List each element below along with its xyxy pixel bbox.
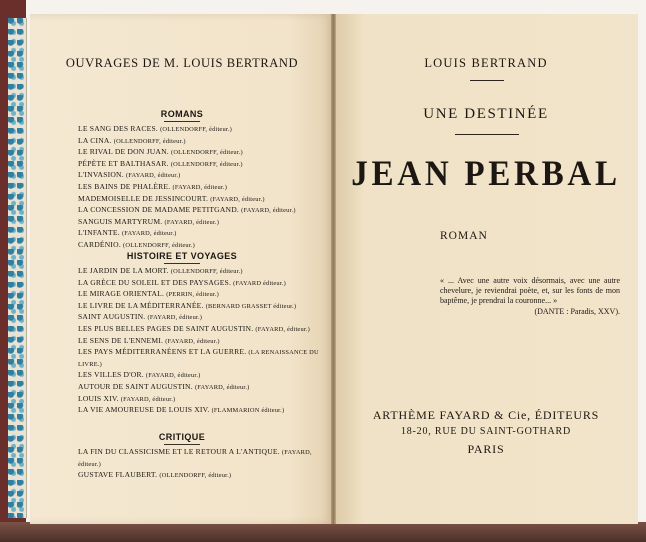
entry-title: PÉPÈTE ET BALTHASAR. <box>78 158 169 168</box>
entry-title: LES PLUS BELLES PAGES DE SAINT AUGUSTIN. <box>78 323 254 333</box>
list-item <box>78 240 324 252</box>
entry-title: LES BAINS DE PHALÈRE. <box>78 181 171 191</box>
epigraph-text: « ... Avec une autre voix désormais, avec une autre chevelure, je reviendrai poète, et, sur les fonts de mon baptême, je prendrai la couronne... » <box>440 276 620 306</box>
entry-title: LES PAYS MÉDITERRANÉENS ET LA GUERRE. <box>78 347 247 357</box>
list-item <box>78 194 324 206</box>
entry-title: GUSTAVE FLAUBERT. <box>78 470 158 480</box>
section-rule <box>164 444 200 445</box>
entry-title: LA CONCESSION DE MADAME PETITGAND. <box>78 205 239 215</box>
entry-publisher: (OLLENDORFF, éditeur.) <box>170 268 243 275</box>
entry-title: L'INFANTE. <box>78 228 120 238</box>
list-item <box>78 324 324 336</box>
list-item <box>78 405 324 417</box>
publisher-name: ARTHÈME FAYARD & Cie, ÉDITEURS <box>372 408 600 422</box>
list-item <box>78 470 324 482</box>
entry-title: LA GRÈCE DU SOLEIL ET DES PAYSAGES. <box>78 277 232 287</box>
entry-publisher: (FAYARD, éditeur.) <box>121 230 177 238</box>
entry-title: LA FIN DU CLASSICISME ET LE RETOUR A L'ANTIQUE. <box>78 447 280 456</box>
entry-publisher: (OLLENDORFF, éditeur.) <box>123 241 195 249</box>
entry-publisher: (OLLENDORFF, éditeur.) <box>171 149 243 157</box>
entry-publisher: (OLLENDORFF, éditeur.) <box>160 126 232 133</box>
entry-publisher: (FAYARD, éditeur.) <box>147 314 203 322</box>
list-item <box>78 217 324 229</box>
romans-list <box>78 124 324 252</box>
entry-title: LE RIVAL DE DON JUAN. <box>78 147 169 157</box>
entry-publisher: (PERRIN, éditeur.) <box>166 291 219 299</box>
list-item <box>78 312 324 324</box>
critique-list <box>78 447 324 482</box>
entry-title: LE SENS DE L'ENNEMI. <box>78 335 164 345</box>
book-subtitle: UNE DESTINÉE <box>423 106 549 122</box>
list-item <box>78 336 324 348</box>
title-rule <box>455 134 519 135</box>
list-item <box>78 447 324 470</box>
entry-publisher: (OLLENDORFF, éditeur.) <box>113 137 186 145</box>
book-cover-bottom <box>0 522 646 542</box>
section-title-critique: CRITIQUE <box>158 432 206 442</box>
publisher-city: PARIS <box>467 442 505 456</box>
entry-publisher: (FAYARD, éditeur.) <box>241 207 296 215</box>
entry-publisher: (FAYARD éditeur.) <box>233 279 286 287</box>
list-item <box>78 278 324 290</box>
entry-title: LA CINA. <box>78 135 112 145</box>
epigraph-source: (DANTE : Paradis, XXV). <box>534 306 620 316</box>
entry-title: LOUIS XIV. <box>78 393 119 403</box>
list-item <box>78 289 324 301</box>
entry-title: LES VILLES D'OR. <box>78 370 144 380</box>
list-item <box>78 124 324 136</box>
epigraph <box>440 276 620 317</box>
entry-title: LE MIRAGE ORIENTAL. <box>78 289 165 299</box>
entry-publisher: (OLLENDORFF, éditeur.) <box>159 472 232 480</box>
publisher-address: 18-20, RUE DU SAINT-GOTHARD <box>400 426 572 437</box>
entry-publisher: (FAYARD, éditeur.) <box>194 383 250 391</box>
entry-publisher: (FAYARD, éditeur.) <box>255 325 310 333</box>
entry-publisher: (FAYARD, éditeur.) <box>210 195 265 203</box>
entry-publisher: (FLAMMARION éditeur.) <box>211 407 285 415</box>
book-title: JEAN PERBAL <box>351 153 621 193</box>
entry-title: LE JARDIN DE LA MORT. <box>78 266 169 275</box>
entry-title: LE LIVRE DE LA MÉDITERRANÉE. <box>78 300 204 310</box>
book-genre: ROMAN <box>440 230 488 242</box>
entry-title: LE SANG DES RACES. <box>78 124 158 133</box>
section-rule <box>164 121 200 122</box>
entry-publisher: (OLLENDORFF, éditeur.) <box>170 160 243 168</box>
entry-publisher: (FAYARD, éditeur.) <box>78 449 312 468</box>
entry-title: L'INVASION. <box>78 170 124 180</box>
section-title-romans: ROMANS <box>160 109 204 119</box>
histoire-list <box>78 266 324 417</box>
section-rule <box>164 263 200 264</box>
entry-title: AUTOUR DE SAINT AUGUSTIN. <box>78 381 193 391</box>
list-item <box>78 394 324 406</box>
entry-publisher: (LA RENAISSANCE DU LIVRE.) <box>78 349 319 368</box>
entry-title: SAINT AUGUSTIN. <box>78 312 146 322</box>
list-item <box>78 266 324 278</box>
entry-publisher: (FAYARD, éditeur.) <box>145 372 201 380</box>
list-item <box>78 228 324 240</box>
entry-title: CARDÉNIO. <box>78 239 121 249</box>
list-item <box>78 147 324 159</box>
works-heading: OUVRAGES DE M. LOUIS BERTRAND <box>65 56 299 70</box>
section-title-histoire: HISTOIRE ET VOYAGES <box>126 251 238 261</box>
entry-title: LA VIE AMOUREUSE DE LOUIS XIV. <box>78 405 210 415</box>
marbled-endpaper <box>8 18 27 518</box>
author-name: LOUIS BERTRAND <box>424 56 548 70</box>
list-item <box>78 159 324 171</box>
entry-publisher: (BERNARD GRASSET éditeur.) <box>205 302 297 310</box>
list-item <box>78 182 324 194</box>
list-item <box>78 136 324 148</box>
list-item <box>78 301 324 313</box>
entry-publisher: (FAYARD, éditeur.) <box>172 183 228 191</box>
entry-publisher: (FAYARD, éditeur.) <box>125 172 181 180</box>
entry-title: MADEMOISELLE DE JESSINCOURT. <box>78 193 209 203</box>
list-item <box>78 370 324 382</box>
list-item <box>78 170 324 182</box>
entry-publisher: (FAYARD, éditeur.) <box>165 337 220 345</box>
entry-title: SANGUIS MARTYRUM. <box>78 216 163 226</box>
list-item <box>78 347 324 370</box>
entry-publisher: (FAYARD, éditeur.) <box>120 395 176 403</box>
title-rule <box>470 80 504 81</box>
list-item <box>78 205 324 217</box>
entry-publisher: (FAYARD, éditeur.) <box>164 218 220 226</box>
list-item <box>78 382 324 394</box>
